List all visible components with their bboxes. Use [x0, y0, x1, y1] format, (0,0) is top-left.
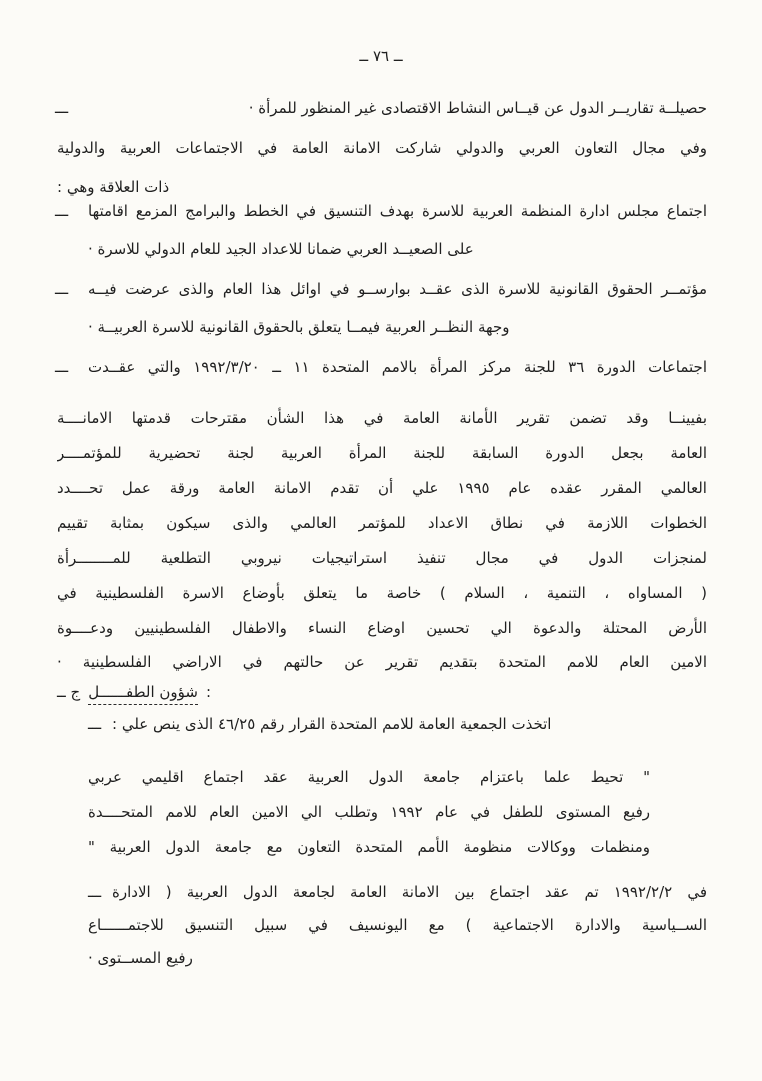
paragraph-line: الخطوات اللازمة في نطاق الاعداد للمؤتمر العالمي والذى سيكون بمثابة تقييم [57, 514, 707, 532]
section-colon: : [205, 683, 212, 701]
paragraph-line: بفيينــا وقد تضمن تقرير الأمانة العامة في هذا الشأن مقترحات قدمتها الامانــــة [57, 409, 707, 427]
text-line: حصيلــة تقاريــر الدول عن قيــاس النشاط الاقتصادى غير المنظور للمرأة · [248, 99, 707, 117]
text-line: رفيع المســتوى · [88, 949, 193, 967]
text-line: مؤتمــر الحقوق القانونية للاسرة الذى عقــد بوارســو في اوائل هذا العام والذى عرضت فيــه [88, 280, 707, 298]
page-number: ــ ٧٦ ــ [359, 47, 403, 65]
text-line: ذات العلاقة وهي : [57, 178, 170, 196]
section-title: شؤون الطفــــــل [88, 679, 198, 705]
paragraph-line: الأرض المحتلة والدعوة الي تحسين اوضاع النساء والاطفال الفلسطينيين ودعــــوة [57, 619, 707, 637]
text-line: اتخذت الجمعية العامة للامم المتحدة القرار رقم ٤٦/٢٥ الذى ينص علي : [112, 715, 552, 733]
paragraph-line: ( المساواه ، التنمية ، السلام ) خاصة ما يتعلق بأوضاع الاسرة الفلسطينية في [57, 584, 707, 602]
text-line: وجهة النظــر العربية فيمــا يتعلق بالحقوق القانونية للاسرة العربيــة · [88, 318, 510, 336]
text-line: على الصعيــد العربي ضمانا للاعداد الجيد للعام الدولي للاسرة · [88, 240, 474, 258]
section-letter: ج ــ [57, 683, 81, 701]
paragraph-line: الامين العام للامم المتحدة بتقديم تقرير عن حالتهم في الاراضي الفلسطينية · [57, 653, 707, 671]
paragraph-line: لمنجزات الدول في مجال تنفيذ استراتيجيات نيروبي التطلعية للمــــــــرأة [57, 549, 707, 567]
bullet-marker: ـــ [88, 715, 102, 733]
quote-line: " تحيط علما باعتزام جامعة الدول العربية عقد اجتماع اقليمي عربي [88, 768, 650, 786]
text-line: الســياسية والادارة الاجتماعية ) مع اليونسيف في سبيل التنسيق للاجتمــــــاع [88, 916, 707, 934]
bullet-marker: ـــ [55, 358, 69, 376]
bullet-marker: ـــ [55, 99, 69, 117]
text-line: اجتماعات الدورة ٣٦ للجنة مركز المرأة بالامم المتحدة ١١ ــ ١٩٩٢/٣/٢٠ والتي عقــدت [88, 358, 707, 376]
bullet-marker: ـــ [88, 883, 102, 901]
text-line: في ١٩٩٢/٢/٢ تم عقد اجتماع بين الامانة العامة لجامعة الدول العربية ( الادارة [112, 883, 707, 901]
section-heading [57, 679, 362, 705]
text-line: اجتماع مجلس ادارة المنظمة العربية للاسرة بهدف التنسيق في الخطط والبرامج المزمع اقامتها [88, 202, 707, 220]
quote-line: رفيع المستوى للطفل في عام ١٩٩٢ وتطلب الي الامين العام للامم المتحــــدة [88, 803, 650, 821]
quote-line: ومنظمات ووكالات منظومة الأمم المتحدة التعاون مع جامعة الدول العربية " [88, 838, 650, 856]
bullet-marker: ـــ [55, 280, 69, 298]
paragraph-line: العالمي المقرر عقده عام ١٩٩٥ علي أن تقدم الامانة العامة ورقة عمل تحــــدد [57, 479, 707, 497]
text-line: وفي مجال التعاون العربي والدولي شاركت الامانة العامة في الاجتماعات العربية والدولية [57, 139, 707, 157]
bullet-marker: ـــ [55, 202, 69, 220]
paragraph-line: العامة بجعل الدورة السابقة للجنة المرأة العربية لجنة تحضيرية للمؤتمــــر [57, 444, 707, 462]
